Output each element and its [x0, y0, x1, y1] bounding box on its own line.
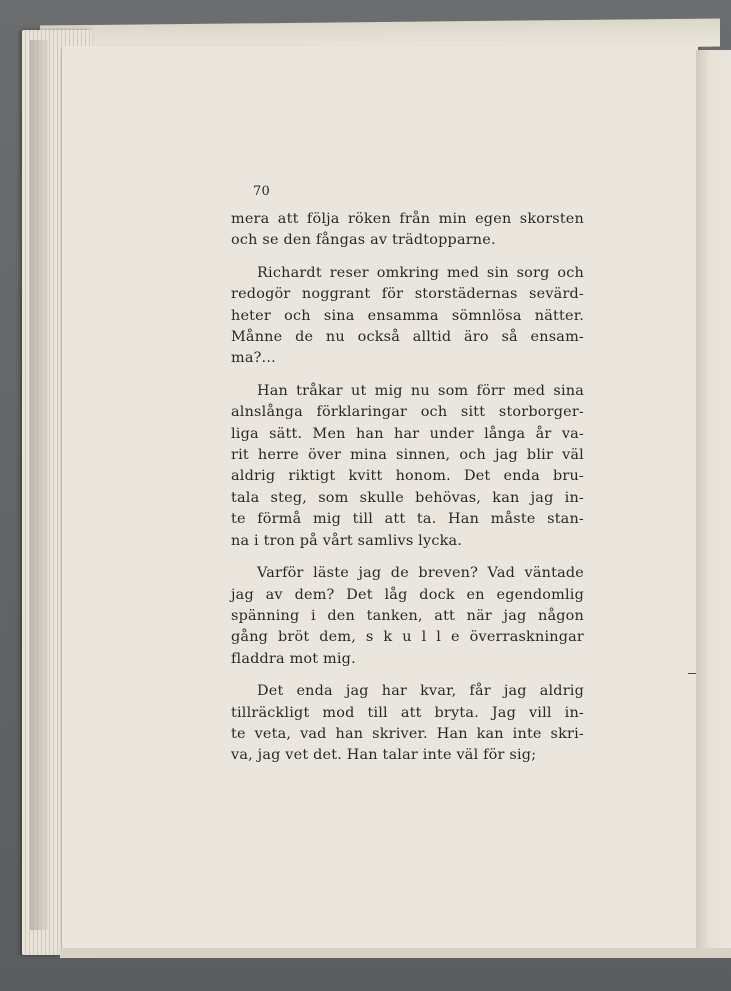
text-line: aldrig riktigt kvitt honom. Det enda bru- [231, 468, 584, 485]
text-line: Richardt reser omkring med sin sorg och [257, 264, 584, 281]
paragraph-gap [231, 552, 584, 563]
text-line: te veta, vad han skriver. Han kan inte skri- [231, 725, 584, 742]
text-line: spänning i den tanken, att när jag någon [231, 607, 584, 624]
paragraphs [231, 209, 584, 767]
text-line: rit herre över mina sinnen, och jag blir väl [231, 447, 584, 464]
text-line: Han tråkar ut mig nu som förr med sina [257, 382, 584, 399]
paragraph [231, 381, 584, 552]
paragraph-gap [231, 252, 584, 263]
text-line: Varför läste jag de breven? Vad väntade [257, 565, 584, 582]
page-text [231, 183, 584, 767]
text-line: Det enda jag har kvar, får jag aldrig [257, 683, 584, 700]
text-line: redogör noggrant för storstädernas sevärd- [231, 286, 584, 303]
text-line: liga sätt. Men han har under långa år va- [231, 425, 584, 442]
text-line: och se den fångas av trädtopparne. [231, 232, 496, 249]
paragraph [231, 681, 584, 767]
text-line: te förmå mig till att ta. Han måste stan- [231, 511, 584, 528]
paragraph-gap [231, 670, 584, 681]
paragraph-gap [231, 370, 584, 381]
text-line: mera att följa röken från min egen skorsten [231, 211, 584, 227]
paragraph [231, 263, 584, 370]
paragraph [231, 209, 584, 252]
text-line: gång bröt dem, s k u l l e överraskningar [231, 629, 584, 646]
text-line: alnslånga förklaringar och sitt storborger- [231, 404, 584, 421]
facing-page-edge [696, 50, 731, 950]
text-line: Månne de nu också alltid äro så ensam- [231, 329, 584, 346]
text-line: ma?... [231, 350, 276, 367]
book-bottom-edge [60, 948, 731, 958]
text-line: na i tron på vårt samlivs lycka. [231, 532, 463, 549]
text-line: tala steg, som skulle behövas, kan jag in- [231, 489, 584, 506]
text-line: va, jag vet det. Han talar inte väl för sig; [231, 747, 537, 764]
text-line: heter och sina ensamma sömnlösa nätter. [231, 307, 584, 324]
text-line: fladdra mot mig. [231, 650, 356, 667]
margin-mark [688, 673, 696, 674]
text-line: tillräckligt mod till att bryta. Jag vill in- [231, 704, 584, 721]
page-number: 70 [253, 184, 270, 199]
paragraph [231, 563, 584, 670]
text-line: jag av dem? Det låg dock en egendomlig [231, 586, 584, 603]
book-spine-shadow [30, 40, 48, 930]
